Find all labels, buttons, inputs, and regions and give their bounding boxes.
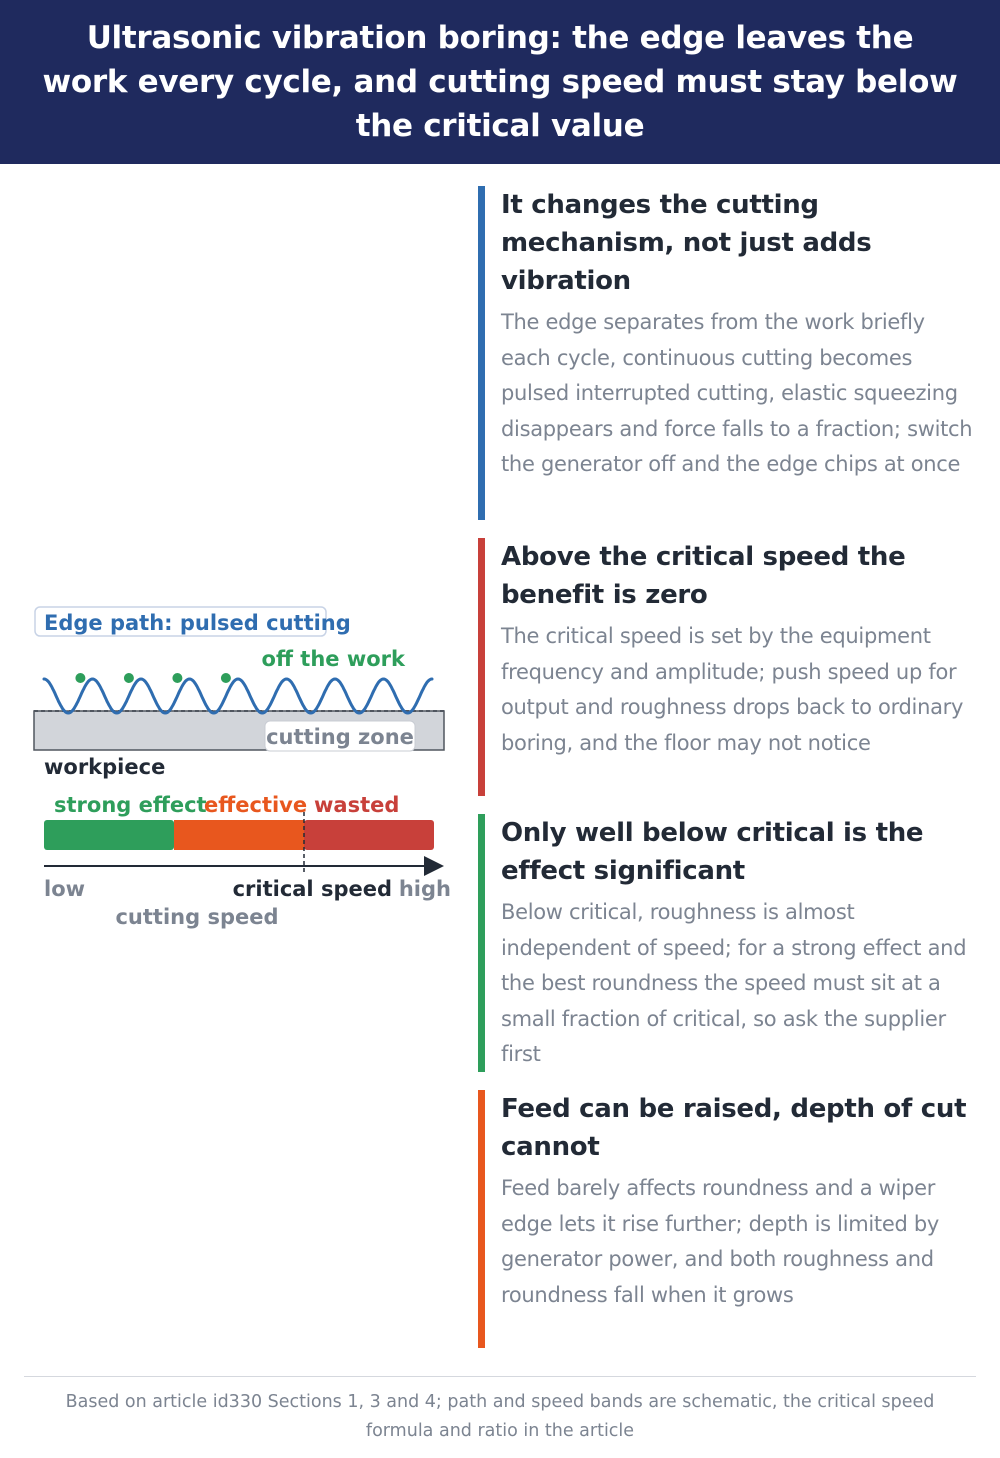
card-accent-bar — [478, 538, 485, 796]
axis-critical-label: critical speed — [232, 877, 392, 901]
footer-note: Based on article id330 Sections 1, 3 and 4; path and speed bands are schematic, the critical speed formula and ratio in the article — [65, 1392, 935, 1441]
card-title: It changes the cutting mechanism, not just adds vibration — [501, 190, 872, 296]
card-accent-bar — [478, 814, 485, 1072]
workpiece-label: workpiece — [44, 755, 166, 779]
card-below-critical — [478, 814, 978, 1072]
band-effective — [174, 820, 304, 850]
card-critical-speed — [478, 538, 978, 796]
edge-path-wave — [44, 679, 432, 713]
axis-low-label: low — [44, 877, 86, 901]
card-title: Feed can be raised, depth of cut cannot — [501, 1094, 967, 1162]
axis-title: cutting speed — [115, 905, 279, 929]
card-title: Only well below critical is the effect significant — [501, 818, 924, 886]
band-strong-effect — [44, 820, 174, 850]
off-the-work-dot — [124, 673, 134, 683]
card-title: Above the critical speed the benefit is zero — [501, 542, 906, 610]
off-the-work-dot — [172, 673, 182, 683]
off-the-work-label: off the work — [261, 647, 405, 671]
band-label-wasted: wasted — [314, 793, 400, 817]
path-label: Edge path: pulsed cutting — [44, 611, 351, 635]
card-body: Below critical, roughness is almost independent of speed; for a strong effect and the best roundness the speed must sit at a small fraction of critical, so ask the supplier first — [501, 900, 967, 1066]
explanation-cards — [478, 186, 978, 1366]
card-body: Feed barely affects roundness and a wiper edge lets it rise further; depth is limited by generator power, and both roughness and roundness fall when it grows — [501, 1176, 940, 1307]
card-accent-bar — [478, 186, 485, 520]
off-the-work-dot — [221, 673, 231, 683]
pulsed-cutting-diagram — [0, 590, 480, 950]
card-mechanism — [478, 186, 978, 520]
card-body: The edge separates from the work briefly each cycle, continuous cutting becomes pulsed interrupted cutting, elastic squeezing disappears and force falls to a fraction; switch the generator off and the edge chips at once — [501, 310, 973, 476]
page-title: Ultrasonic vibration boring: the edge leaves the work every cycle, and cutting speed must stay below the critical value — [42, 20, 958, 144]
header-banner — [0, 0, 1000, 164]
card-accent-bar — [478, 1090, 485, 1348]
band-label-effective: effective — [204, 793, 308, 817]
card-feed-depth — [478, 1090, 978, 1348]
card-body: The critical speed is set by the equipment frequency and amplitude; push speed up for output and roughness drops back to ordinary boring, and the floor may not notice — [501, 624, 964, 755]
off-the-work-dot — [75, 673, 85, 683]
axis-high-label: high — [398, 877, 451, 901]
off-the-work-dots — [75, 673, 231, 683]
band-wasted — [304, 820, 434, 850]
band-label-strong-effect: strong effect — [54, 793, 207, 817]
footer-divider — [24, 1376, 976, 1377]
cutting-zone-label: cutting zone — [266, 725, 414, 749]
